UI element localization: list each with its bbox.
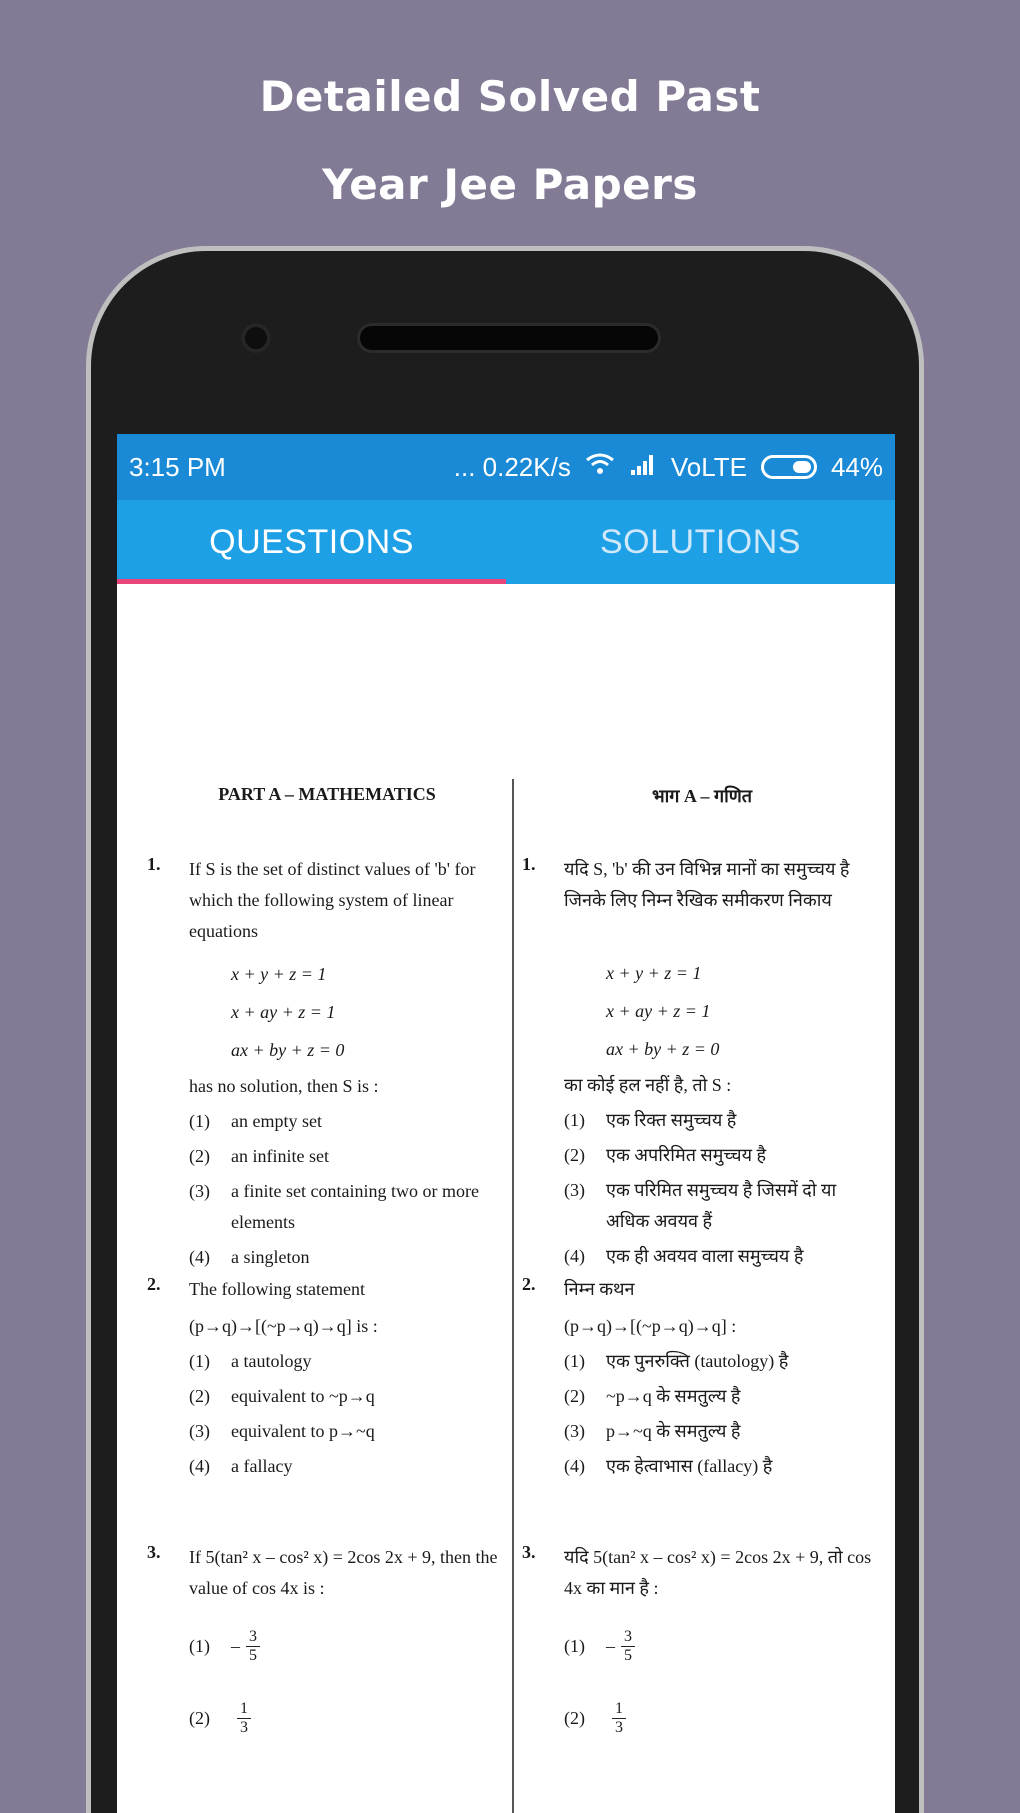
option-number: (2) (189, 1146, 210, 1166)
option-number: (3) (189, 1181, 210, 1201)
option-number: (2) (564, 1145, 585, 1165)
fraction-numerator: 1 (237, 1700, 251, 1719)
option-number: (2) (189, 1386, 210, 1406)
option-text: an empty set (231, 1111, 322, 1131)
english-section-heading: PART A – MATHEMATICS (218, 784, 436, 804)
option (564, 1451, 882, 1482)
option (189, 1690, 507, 1746)
option-text: a fallacy (231, 1456, 293, 1476)
question-number: 3. (147, 1542, 161, 1562)
question-text: If S is the set of distinct values of 'b' for which the following system of linear equations (189, 859, 476, 941)
signal-icon (629, 452, 657, 483)
option-text: a singleton (231, 1247, 310, 1267)
option-text: an infinite set (231, 1146, 329, 1166)
tab-solutions[interactable]: SOLUTIONS (600, 522, 801, 561)
fraction-numerator: 3 (246, 1628, 260, 1647)
option-text: एक हेत्वाभास (fallacy) है (606, 1456, 773, 1476)
question-text: यदि 5(tan² x – cos² x) = 2cos 2x + 9, तो cos 4x का मान है : (564, 1547, 872, 1598)
question-tail: का कोई हल नहीं है, तो S : (564, 1075, 732, 1095)
earpiece-speaker (357, 323, 661, 353)
option (564, 1346, 882, 1377)
option-number: (4) (189, 1456, 210, 1476)
question-paper-page[interactable] (117, 584, 895, 1813)
question-text: The following statement (189, 1279, 365, 1299)
logic-statement: (p→q)→[(~p→q)→q] : (564, 1316, 737, 1336)
option-text: एक पुनरुक्ति (tautology) है (606, 1351, 789, 1371)
option-number: (3) (189, 1421, 210, 1441)
question-text: If 5(tan² x – cos² x) = 2cos 2x + 9, then the value of cos 4x is : (189, 1547, 498, 1598)
fraction-denominator: 3 (240, 1718, 248, 1736)
option (189, 1242, 507, 1273)
option (189, 1141, 507, 1172)
fraction-numerator: 3 (621, 1628, 635, 1647)
question-2-en (147, 1274, 507, 1482)
option-number: (1) (564, 1110, 585, 1130)
fraction-denominator: 3 (615, 1718, 623, 1736)
option (189, 1381, 507, 1412)
option-text: एक ही अवयव वाला समुच्चय है (606, 1246, 804, 1266)
option (564, 1381, 882, 1412)
option-text: एक परिमित समुच्चय है जिसमें दो या अधिक अवयव हैं (606, 1180, 837, 1231)
option-number: (2) (189, 1707, 210, 1728)
fraction (621, 1628, 635, 1665)
status-bar (117, 434, 895, 500)
fraction-denominator: 5 (624, 1646, 632, 1664)
equation: x + y + z = 1 (606, 963, 702, 983)
equation: ax + by + z = 0 (606, 1039, 720, 1059)
option (564, 1690, 882, 1746)
question-3-hi (522, 1542, 882, 1746)
battery-icon (761, 455, 817, 479)
option-text: एक अपरिमित समुच्चय है (606, 1145, 767, 1165)
option-text: a tautology (231, 1351, 312, 1371)
option-text: ~p→q के समतुल्य है (606, 1386, 741, 1406)
front-camera (241, 323, 271, 353)
option-number: (1) (564, 1635, 585, 1656)
option-number: (2) (564, 1707, 585, 1728)
fraction (612, 1700, 626, 1737)
option-number: (4) (564, 1246, 585, 1266)
question-number: 2. (522, 1274, 536, 1294)
equation: x + y + z = 1 (231, 964, 327, 984)
question-tail: has no solution, then S is : (189, 1076, 379, 1096)
network-type: VoLTE (670, 451, 747, 482)
option (189, 1176, 507, 1238)
question-number: 2. (147, 1274, 161, 1294)
tab-questions[interactable]: QUESTIONS (209, 522, 414, 561)
app-screen (117, 434, 895, 1813)
fraction (246, 1628, 260, 1665)
option (189, 1416, 507, 1447)
option (564, 1241, 882, 1272)
option-text: equivalent to p→~q (231, 1421, 375, 1441)
equation: ax + by + z = 0 (231, 1040, 345, 1060)
option-number: (1) (564, 1351, 585, 1371)
option (189, 1618, 507, 1674)
wifi-icon (585, 452, 615, 483)
option (564, 1105, 882, 1136)
question-text: निम्न कथन (564, 1279, 635, 1299)
battery-percent: 44% (830, 451, 883, 482)
tab-bar (117, 500, 895, 584)
option-text: equivalent to ~p→q (231, 1386, 375, 1406)
status-time: 3:15 PM (129, 451, 226, 482)
option-number: (1) (189, 1111, 210, 1131)
equation: x + ay + z = 1 (606, 1001, 711, 1021)
option (564, 1416, 882, 1447)
question-3-en (147, 1542, 507, 1746)
question-text: यदि S, 'b' की उन विभिन्न मानों का समुच्चय है जिनके लिए निम्न रैखिक समीकरण निकाय (564, 859, 850, 910)
option (189, 1346, 507, 1377)
logic-statement: (p→q)→[(~p→q)→q] is : (189, 1316, 378, 1336)
option (564, 1175, 882, 1237)
option-number: (4) (564, 1456, 585, 1476)
option-text: एक रिक्त समुच्चय है (606, 1110, 737, 1130)
promo-title-line2: Year Jee Papers (322, 160, 698, 209)
question-number: 3. (522, 1542, 536, 1562)
fraction-numerator: 1 (612, 1700, 626, 1719)
question-number: 1. (522, 854, 536, 874)
promo-title-line1: Detailed Solved Past (259, 72, 761, 121)
option-number: (1) (189, 1635, 210, 1656)
option-number: (1) (189, 1351, 210, 1371)
option-number: (3) (564, 1421, 585, 1441)
option (189, 1106, 507, 1137)
option-sign: – (606, 1635, 615, 1656)
question-1-en (147, 854, 507, 1273)
question-1-hi (522, 854, 882, 1272)
fraction (237, 1700, 251, 1737)
hindi-section-heading: भाग A – गणित (651, 786, 753, 806)
column-divider (512, 779, 514, 1813)
option-number: (4) (189, 1247, 210, 1267)
option (564, 1140, 882, 1171)
equation: x + ay + z = 1 (231, 1002, 336, 1022)
option (564, 1618, 882, 1674)
fraction-denominator: 5 (249, 1646, 257, 1664)
option-sign: – (231, 1635, 240, 1656)
network-speed: ... 0.22K/s (453, 451, 571, 482)
option-number: (3) (564, 1180, 585, 1200)
option-number: (2) (564, 1386, 585, 1406)
question-2-hi (522, 1274, 882, 1482)
option-text: p→~q के समतुल्य है (606, 1421, 741, 1441)
question-number: 1. (147, 854, 161, 874)
option (189, 1451, 507, 1482)
option-text: a finite set containing two or more elements (231, 1181, 479, 1232)
